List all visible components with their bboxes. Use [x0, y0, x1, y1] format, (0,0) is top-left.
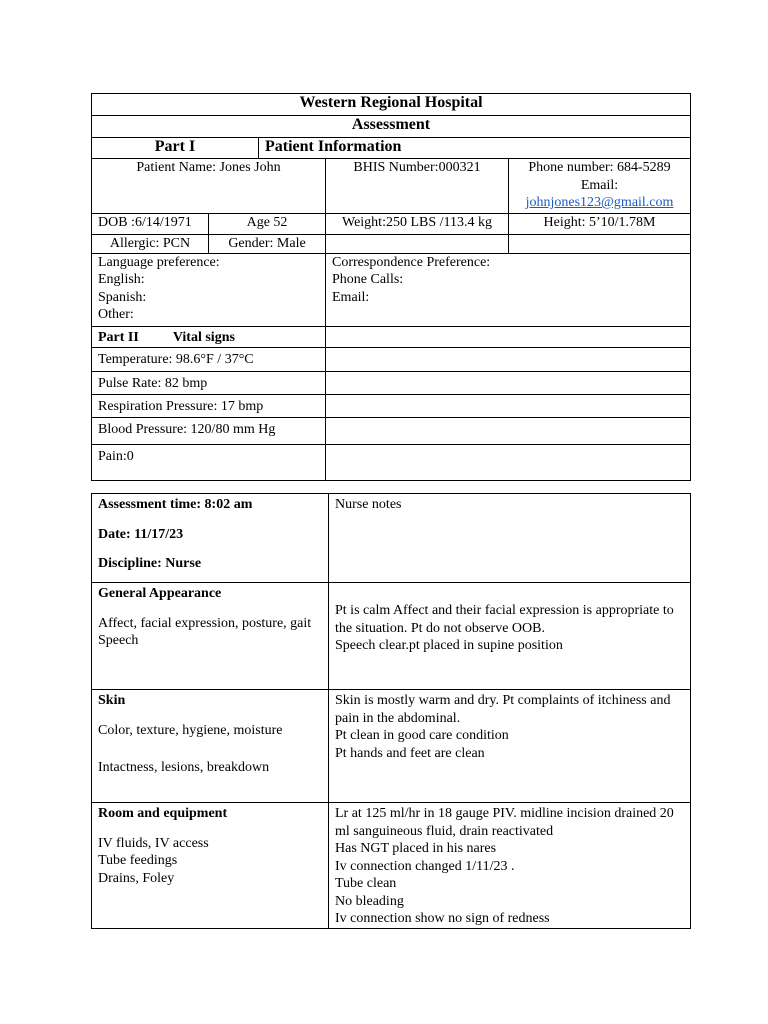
empty-cell: [326, 394, 691, 417]
empty-cell: [326, 347, 691, 371]
correspondence-email: Email:: [332, 289, 370, 305]
skin-item: Color, texture, hygiene, moisture: [98, 722, 283, 738]
empty-cell: [326, 235, 509, 254]
patient-info-heading: Patient Information: [259, 138, 691, 159]
general-appearance-title: General Appearance: [98, 586, 222, 601]
assessment-table: [91, 493, 691, 929]
assessment-time: Assessment time: 8:02 am: [98, 497, 253, 512]
skin-title: Skin: [98, 693, 126, 708]
note-line: Lr at 125 ml/hr in 18 gauge PIV. midline incision drained 20 ml sanguineous fluid, drain reactivated: [335, 806, 674, 839]
correspondence-phone: Phone Calls:: [332, 272, 404, 287]
empty-cell: [326, 326, 691, 347]
nurse-notes-heading: Nurse notes: [329, 494, 691, 583]
email-link[interactable]: johnjones123@gmail.com: [525, 195, 674, 210]
room-title: Room and equipment: [98, 806, 228, 821]
pulse-rate: Pulse Rate: 82 bmp: [92, 371, 326, 394]
gender: Gender: Male: [209, 235, 326, 254]
part1-label: Part I: [92, 138, 259, 159]
pain: Pain:0: [92, 444, 326, 480]
note-line: Iv connection show no sign of redness: [335, 911, 550, 926]
room-notes: [329, 803, 691, 929]
skin-item: Intactness, lesions, breakdown: [98, 760, 270, 775]
language-label: Language preference:: [98, 254, 220, 270]
correspondence-preference: [326, 253, 691, 326]
empty-cell: [326, 417, 691, 444]
room-item: Tube feedings: [98, 853, 178, 868]
note-line: Pt hands and feet are clean: [335, 745, 485, 761]
part2-label: Part II: [98, 329, 139, 345]
bhis-number: BHIS Number:000321: [326, 159, 509, 214]
language-other: Other:: [98, 307, 134, 322]
allergic: Allergic: PCN: [92, 235, 209, 254]
hospital-name: Western Regional Hospital: [92, 94, 691, 116]
general-appearance: [92, 583, 329, 690]
height: Height: 5’10/1.78M: [509, 214, 691, 235]
vital-signs-title: Vital signs: [172, 329, 235, 345]
language-spanish: Spanish:: [98, 289, 147, 305]
vital-signs-heading: [92, 326, 326, 347]
note-line: Skin is mostly warm and dry. Pt complaints of itchiness and pain in the abdominal.: [335, 693, 671, 726]
blood-pressure: Blood Pressure: 120/80 mm Hg: [92, 417, 326, 444]
email-label: Email:: [580, 177, 619, 193]
empty-cell: [509, 235, 691, 254]
note-line: Iv connection changed 1/11/23 .: [335, 858, 515, 874]
empty-cell: [326, 371, 691, 394]
language-english: English:: [98, 272, 145, 287]
assessment-date: Date: 11/17/23: [98, 526, 184, 542]
skin-notes: [329, 690, 691, 803]
assessment-meta: [92, 494, 329, 583]
phone-number: Phone number: 684-5289: [528, 160, 671, 175]
dob: DOB :6/14/1971: [92, 214, 209, 235]
room-item: IV fluids, IV access: [98, 835, 209, 851]
weight: Weight:250 LBS /113.4 kg: [326, 214, 509, 235]
correspondence-label: Correspondence Preference:: [332, 254, 491, 270]
general-item: Speech: [98, 633, 139, 648]
discipline: Discipline: Nurse: [98, 556, 202, 571]
empty-cell: [326, 444, 691, 480]
age: Age 52: [209, 214, 326, 235]
note-line: Speech clear.pt placed in supine position: [335, 638, 563, 653]
general-notes: [329, 583, 691, 690]
patient-info-table: [91, 93, 691, 481]
respiration: Respiration Pressure: 17 bmp: [92, 394, 326, 417]
note-line: Has NGT placed in his nares: [335, 841, 497, 856]
form-title: Assessment: [92, 116, 691, 138]
contact-cell: [509, 159, 691, 214]
patient-name: Patient Name: Jones John: [92, 159, 326, 214]
room-item: Drains, Foley: [98, 870, 175, 886]
room-equipment: [92, 803, 329, 929]
note-line: No bleading: [335, 893, 404, 909]
note-line: Tube clean: [335, 876, 397, 891]
temperature: Temperature: 98.6°F / 37°C: [92, 347, 326, 371]
language-preference: [92, 253, 326, 326]
note-line: Pt clean in good care condition: [335, 728, 509, 743]
skin-section: [92, 690, 329, 803]
note-line: Pt is calm Affect and their facial expression is appropriate to the situation. Pt do not observe OOB.: [335, 603, 674, 636]
general-item: Affect, facial expression, posture, gait: [98, 615, 312, 631]
